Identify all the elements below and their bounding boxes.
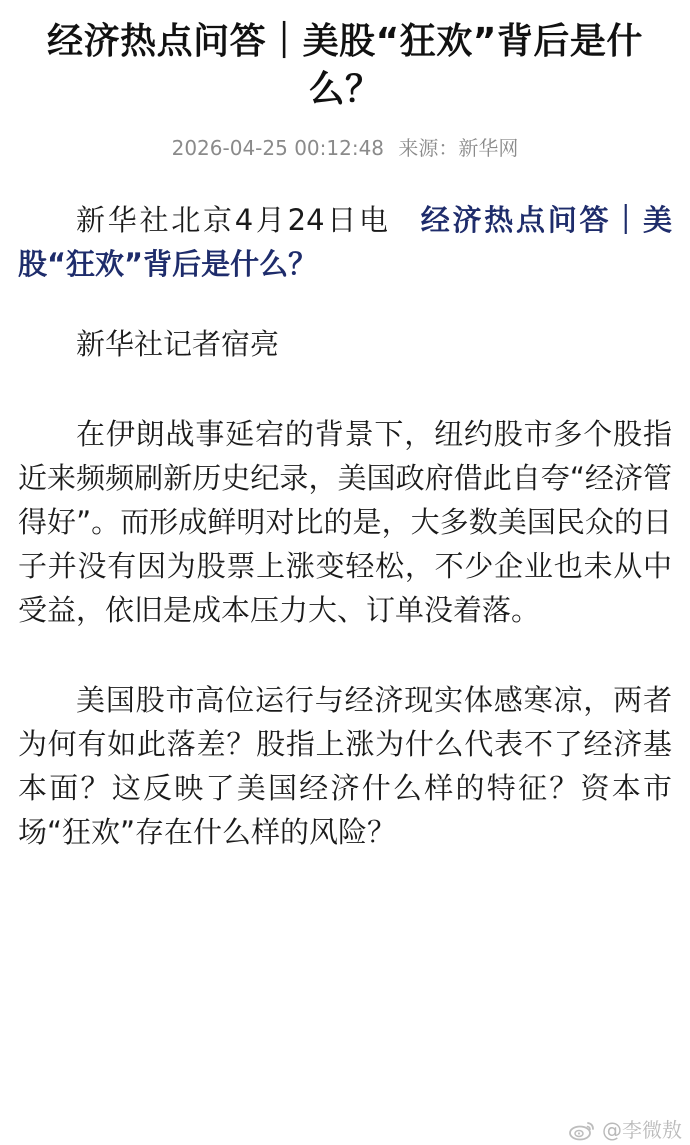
source-name[interactable]: 新华网 [458,136,519,160]
publish-date: 2026-04-25 00:12:48 [171,136,385,160]
article-meta [0,134,690,162]
byline: 新华社记者宿亮 [76,327,280,361]
source-label: 来源： [398,136,459,160]
lead-paragraph [18,198,672,286]
watermark-text: @李微敖 [602,1118,682,1142]
paragraph-2: 美国股市高位运行与经济现实体感寒凉，两者为何有如此落差？股指上涨为什么代表不了经济基本面？这反映了美国经济什么样的特征？资本市场“狂欢”存在什么样的风险？ [18,683,672,849]
paragraph-1: 在伊朗战事延宕的背景下，纽约股市多个股指近来频频刷新历史纪录，美国政府借此自夸“经济管得好”。而形成鲜明对比的是，大多数美国民众的日子并没有因为股票上涨变轻松，不少企业也未从中受益，依旧是成本压力大、订单没着落。 [18,417,672,627]
article-title: 经济热点问答｜美股“狂欢”背后是什么？ [47,21,643,110]
lead-title: 经济热点问答｜美股“狂欢”背后是什么？ [18,203,672,281]
dateline: 新华社北京4月24日电 [76,203,391,237]
weibo-watermark [568,1117,682,1143]
weibo-icon [568,1119,596,1141]
article-body [0,198,690,854]
